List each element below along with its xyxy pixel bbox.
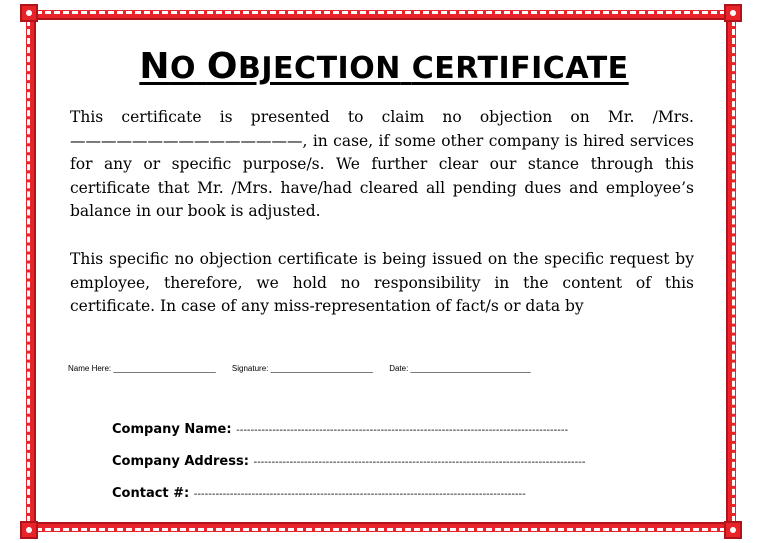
title-word-objection-rest: BJECTION — [238, 51, 401, 86]
signature-field[interactable]: Signature: _______________________ — [231, 364, 373, 373]
company-name-blank: -------------------------------------------------------------------------------------------- — [236, 425, 569, 436]
company-name-line[interactable] — [112, 422, 652, 437]
corner-ornament-top-right — [724, 4, 742, 22]
title-letter-o: O — [206, 46, 239, 87]
certificate-paragraph-1: This certificate is presented to claim no objection on Mr. /Mrs. ———————————————, in case, if some other company is hired services for any or specific purpose/s. We further clear our stance through this certificate that Mr. /Mrs. have/had cleared all pending dues and employee’s balance in our book is adjusted. — [70, 108, 694, 220]
contact-label: Contact #: — [112, 486, 190, 501]
contact-blank: -------------------------------------------------------------------------------------------- — [193, 489, 526, 500]
company-address-line[interactable] — [112, 454, 652, 469]
title-word-certificate: CERTIFICATE — [411, 51, 629, 86]
certificate-title — [0, 46, 768, 87]
title-letter-n: N — [139, 46, 170, 87]
corner-ornament-top-left — [20, 4, 38, 22]
name-field[interactable]: Name Here: _______________________ — [68, 364, 216, 373]
company-address-label: Company Address: — [112, 454, 249, 469]
corner-ornament-bottom-left — [20, 521, 38, 539]
contact-line[interactable] — [112, 486, 652, 501]
certificate-paragraph-2: This specific no objection certificate is being issued on the specific request by employee, therefore, we hold no responsibility in the content of this certificate. In case of any miss-representation of fact/s or data by — [70, 250, 694, 315]
company-name-label: Company Name: — [112, 422, 232, 437]
title-word-no-rest: O — [169, 51, 196, 86]
corner-ornament-bottom-right — [724, 521, 742, 539]
signature-row — [68, 364, 700, 373]
company-address-blank: -------------------------------------------------------------------------------------------- — [253, 457, 586, 468]
date-field[interactable]: Date: ___________________________ — [389, 364, 531, 373]
